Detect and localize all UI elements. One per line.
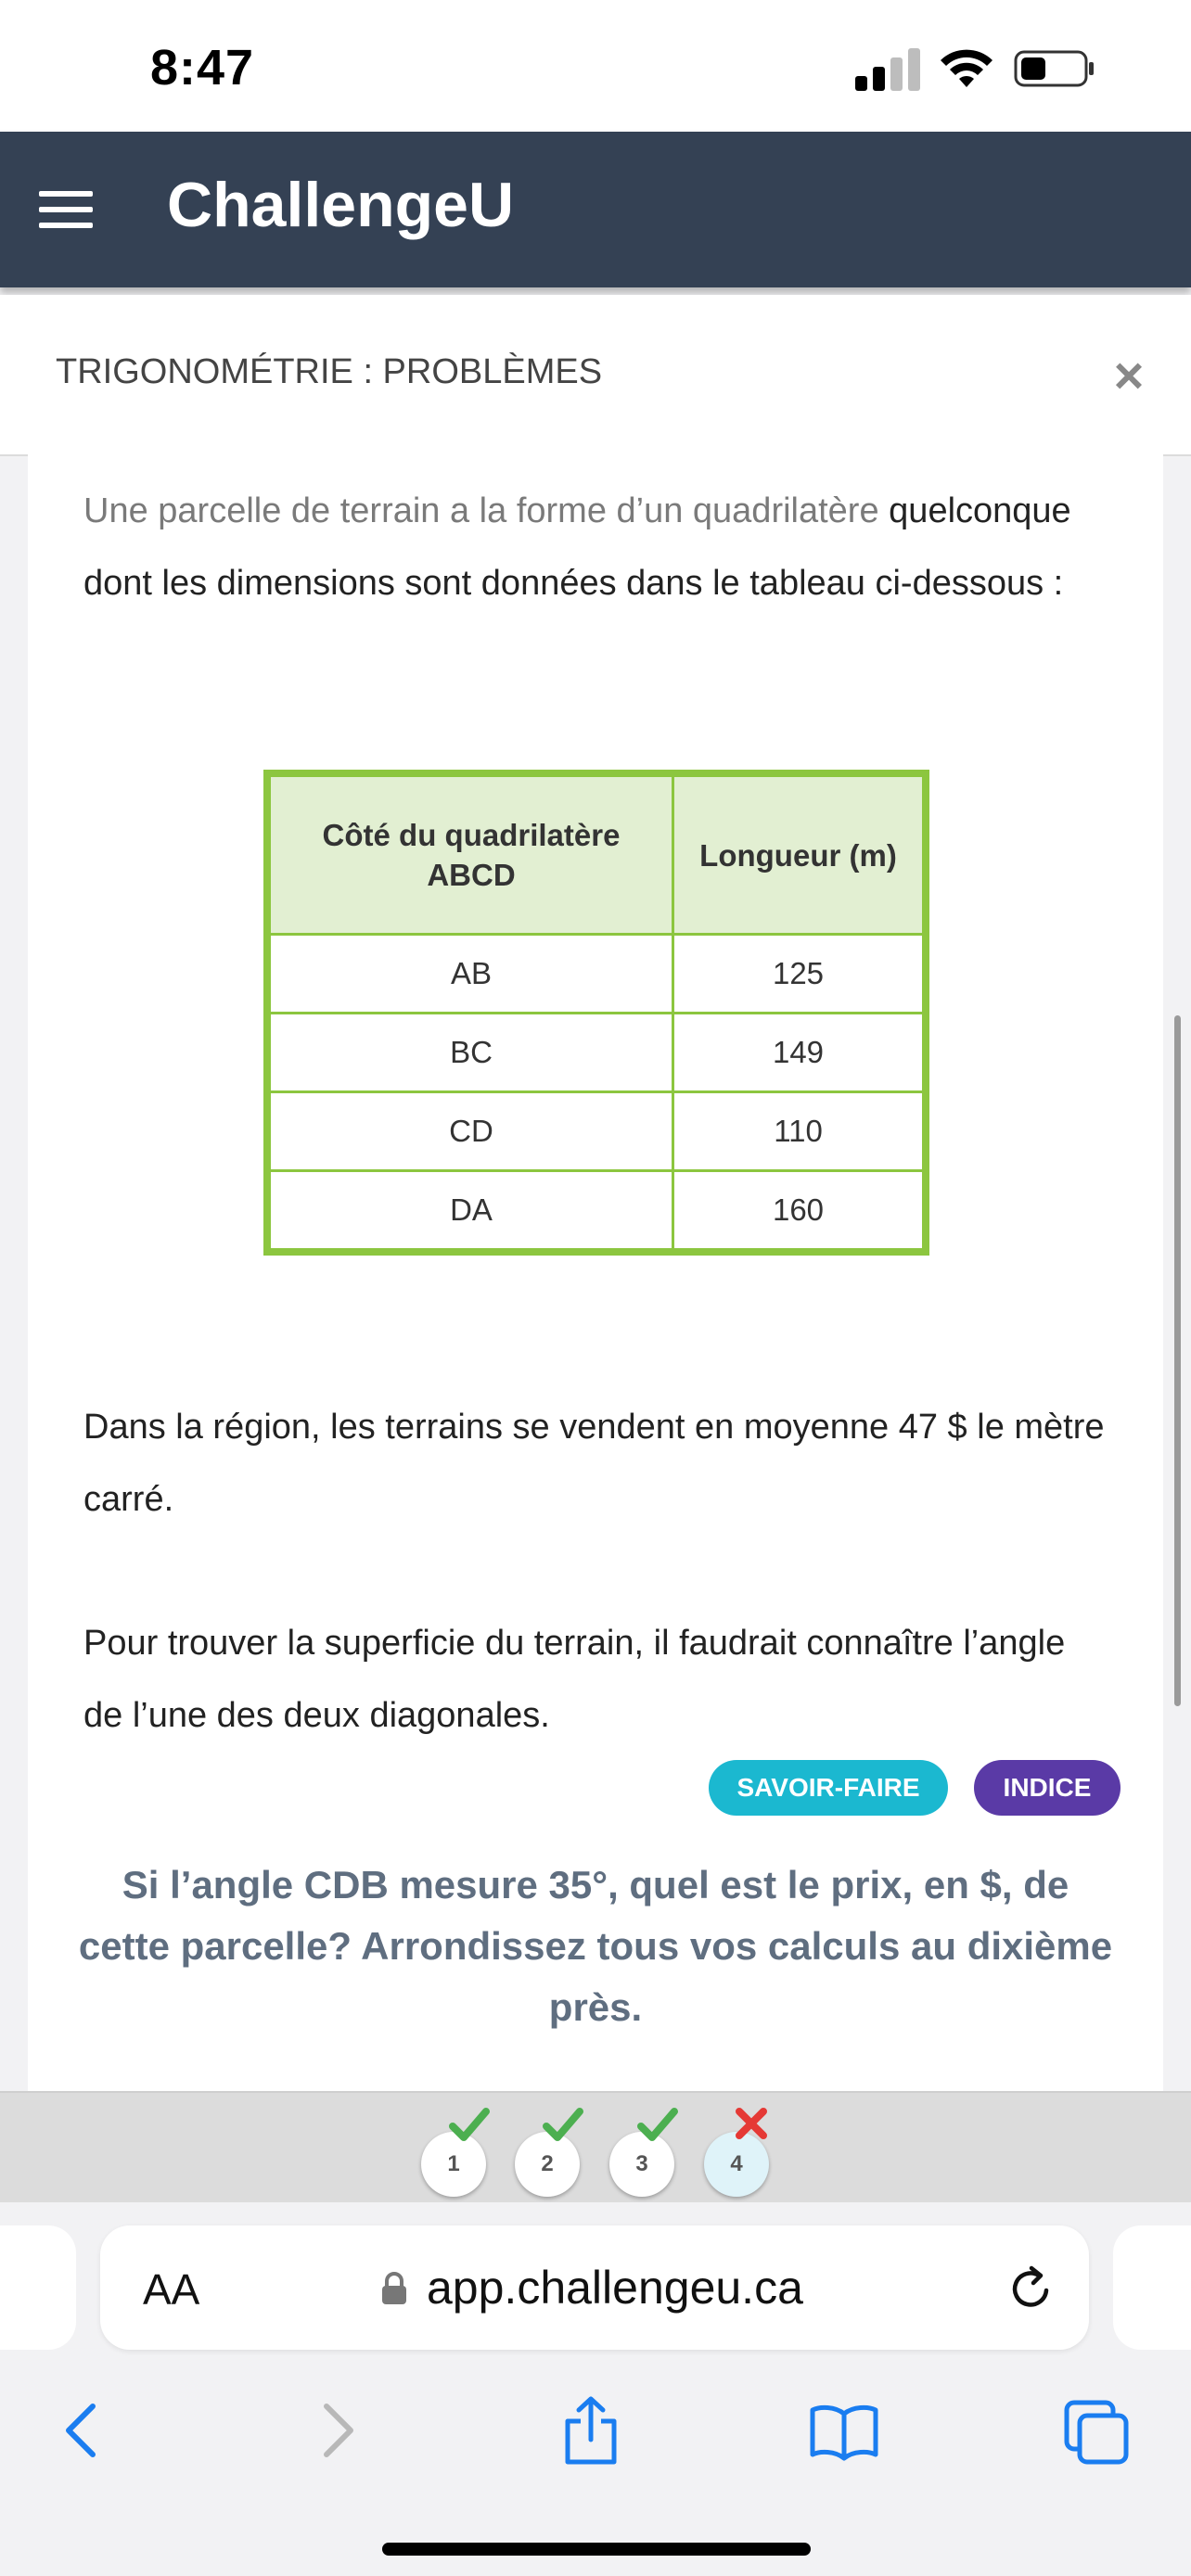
reload-icon[interactable] [1005,2263,1057,2315]
check-icon [637,2106,678,2143]
question-text: Si l’angle CDB mesure 35°, quel est le prix, en $, de cette parcelle? Arrondissez tous vos calculs au dixième près. [78,1863,1113,2029]
scrollbar[interactable] [1174,1015,1181,1706]
step-2-button[interactable] [515,2132,580,2197]
problem-content [28,454,1163,2091]
address-bar[interactable] [100,2225,1089,2350]
side-cell: AB [267,935,673,1014]
hint-button[interactable]: INDICE [974,1760,1121,1816]
side-cell: DA [267,1171,673,1253]
step-label: 2 [541,2151,554,2176]
home-indicator[interactable] [382,2543,811,2556]
table-row [267,1014,926,1092]
table-row [267,935,926,1014]
side-cell: BC [267,1014,673,1092]
bookmarks-icon[interactable] [807,2393,881,2468]
problem-intro [83,475,1113,619]
next-tab[interactable] [1113,2225,1191,2350]
tabs-icon[interactable] [1063,2393,1132,2468]
table-header-side: Côté du quadrilatère ABCD [267,773,673,935]
browser-toolbar [0,2202,1191,2576]
url-text[interactable]: app.challengeu.ca [427,2262,803,2314]
step-label: 3 [635,2151,648,2176]
step-1-button[interactable] [421,2132,486,2197]
share-icon[interactable] [558,2393,623,2468]
wifi-icon [937,45,996,91]
table-header-length: Longueur (m) [673,773,927,935]
price-text: Dans la région, les terrains se vendent en moyenne 47 $ le mètre carré. [83,1408,1105,1519]
check-icon [449,2106,490,2143]
battery-icon [1014,50,1095,87]
step-progress [0,2091,1191,2204]
length-cell: 149 [673,1014,927,1092]
intro-rest: quelconque dont les dimensions sont données dans le tableau ci-dessous : [83,491,1071,603]
length-cell: 160 [673,1171,927,1253]
dimensions-table [263,770,929,1256]
length-cell: 110 [673,1092,927,1171]
forward-icon[interactable] [315,2393,362,2468]
check-icon [543,2106,583,2143]
status-time: 8:47 [150,40,255,96]
previous-tab[interactable] [0,2225,76,2350]
lock-icon [380,2272,408,2305]
signal-icon [855,46,920,91]
close-icon[interactable]: × [1113,346,1145,404]
table-row [267,1092,926,1171]
intro-line-1: Une parcelle de terrain a la forme d’un quadrilatère [83,491,879,530]
page-title: TRIGONOMÉTRIE : PROBLÈMES [56,352,603,391]
step-label: 1 [447,2151,460,2176]
angle-text: Pour trouver la superficie du terrain, il faudrait connaître l’angle de l’une des deux diagonales. [83,1624,1066,1735]
app-header [0,132,1191,287]
side-cell: CD [267,1092,673,1171]
step-4-button[interactable] [704,2132,769,2197]
step-label: 4 [730,2151,743,2176]
menu-icon[interactable] [39,191,93,228]
app-title: ChallengeU [167,170,515,240]
status-bar [0,0,1191,132]
text-size-button[interactable]: AA [143,2265,200,2314]
length-cell: 125 [673,935,927,1014]
cross-icon [732,2106,773,2143]
table-row [267,1171,926,1253]
page-header [0,295,1191,456]
step-3-button[interactable] [609,2132,674,2197]
back-icon[interactable] [58,2393,104,2468]
savoir-faire-button[interactable]: SAVOIR-FAIRE [709,1760,948,1816]
